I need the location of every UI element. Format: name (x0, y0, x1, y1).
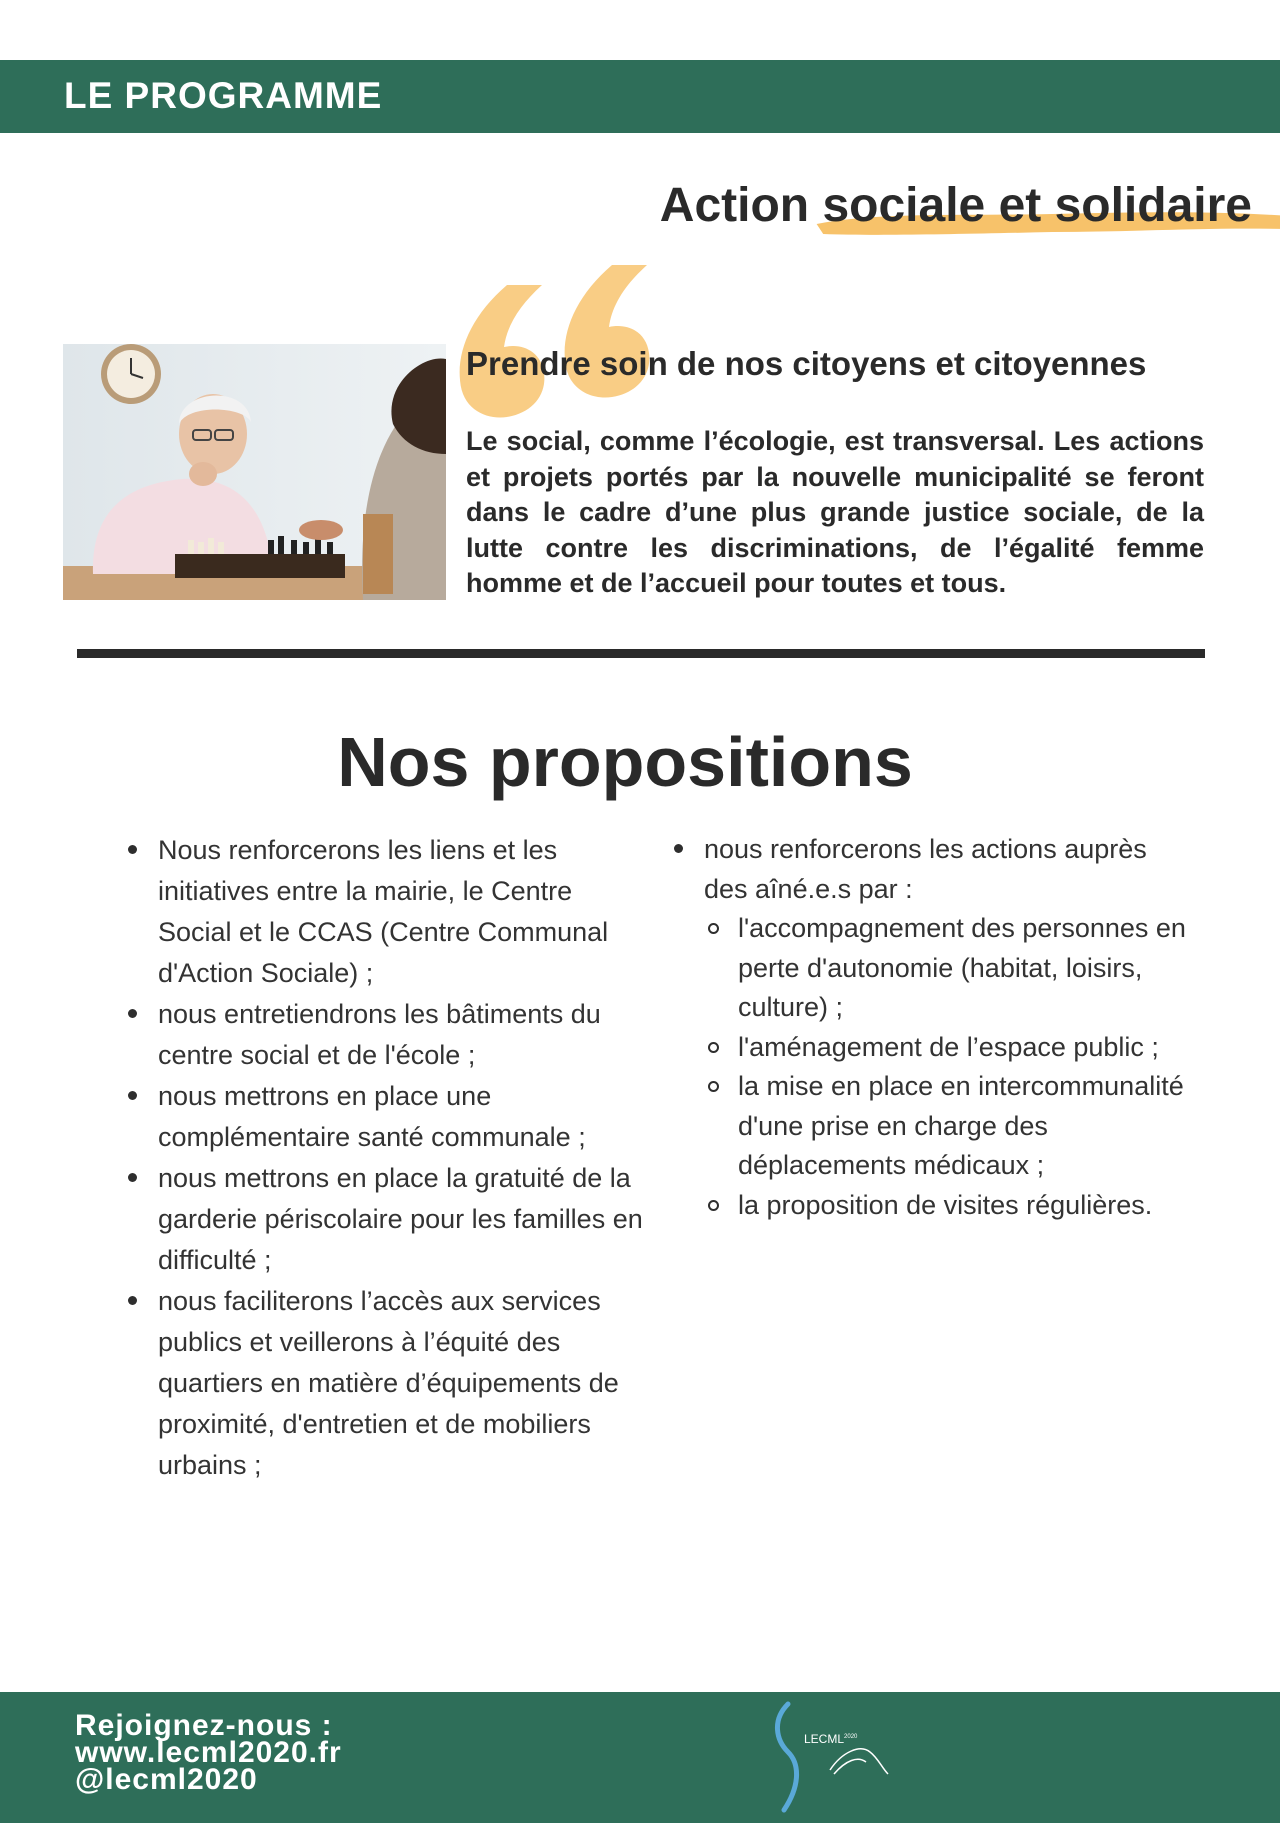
list-item: nous mettrons en place une complémentaire santé communale ; (124, 1076, 644, 1158)
top-band (0, 60, 1280, 133)
propositions-left-list (124, 830, 644, 1486)
bullet-icon (128, 1173, 137, 1182)
ring-bullet-icon (708, 1081, 719, 1092)
list-item: nous entretiendrons les bâtiments du centre social et de l'école ; (124, 994, 644, 1076)
ring-bullet-icon (708, 923, 719, 934)
seniors-sub-list (704, 909, 1190, 1225)
section-title-prefix: Action (659, 179, 823, 232)
section-title-highlight: sociale et solidaire (822, 178, 1252, 233)
list-item: nous mettrons en place la gratuité de la garderie périscolaire pour les familles en difficulté ; (124, 1158, 644, 1281)
program-label: LE PROGRAMME (64, 75, 383, 116)
intro-paragraph: Le social, comme l’écologie, est transversal. Les actions et projets portés par la nouvelle municipalité se feront dans le cadre d’une plus grande justice sociale, de la lutte contre les discriminations, de l’égalité femme homme et de l’accueil pour toutes et tous. (466, 426, 1204, 598)
propositions-right-list (670, 830, 1190, 1225)
lecml-logo (770, 1700, 910, 1815)
sub-list-item: l'accompagnement des personnes en perte d'autonomie (habitat, loisirs, culture) ; (704, 909, 1190, 1028)
sub-list-item: la mise en place en intercommunalité d'une prise en charge des déplacements médicaux ; (704, 1067, 1190, 1186)
section-divider (77, 649, 1205, 658)
footer-handle: @lecml2020 (75, 1763, 258, 1796)
bullet-icon (128, 1091, 137, 1100)
bullet-icon (128, 845, 137, 854)
sub-list-item: la proposition de visites régulières. (704, 1186, 1190, 1226)
sub-list-item: l'aménagement de l’espace public ; (704, 1028, 1190, 1068)
list-item: nous renforcerons les actions auprès des aîné.e.s par : l'accompagnement des personnes en perte d'autonomie (habitat, loisirs, culture) ; l'aménagement de l’espace public ; la mise en place en intercommunalité d'une prise en charge des déplacements médicaux ; la proposition de visites régulières. (670, 830, 1190, 1225)
list-item: Nous renforcerons les liens et les initiatives entre la mairie, le Centre Social et le CCAS (Centre Communal d'Action Sociale) ; (124, 830, 644, 994)
footer-band (0, 1692, 1280, 1823)
logo-text: $LECML^{2020}$ (804, 1732, 858, 1746)
intro-heading: Prendre soin de nos citoyens et citoyennes (466, 345, 1147, 382)
ring-bullet-icon (708, 1042, 719, 1053)
footer-website: www.lecml2020.fr (75, 1736, 342, 1769)
ring-bullet-icon (708, 1200, 719, 1211)
bullet-icon (128, 1009, 137, 1018)
section-title (660, 178, 1252, 233)
propositions-title: Nos propositions (337, 723, 913, 801)
list-item: nous faciliterons l’accès aux services publics et veillerons à l’équité des quartiers en matière d’équipements de proximité, d'entretien et de mobiliers urbains ; (124, 1281, 644, 1486)
chess-photo (63, 344, 446, 600)
logo-mark-icon (770, 1700, 910, 1815)
bullet-icon (674, 844, 683, 853)
footer-contact (75, 1709, 342, 1796)
quote-mark-icon (452, 255, 672, 425)
footer-join: Rejoignez-nous : (75, 1709, 333, 1742)
bullet-icon (128, 1296, 137, 1305)
photo-illustration (63, 344, 446, 600)
